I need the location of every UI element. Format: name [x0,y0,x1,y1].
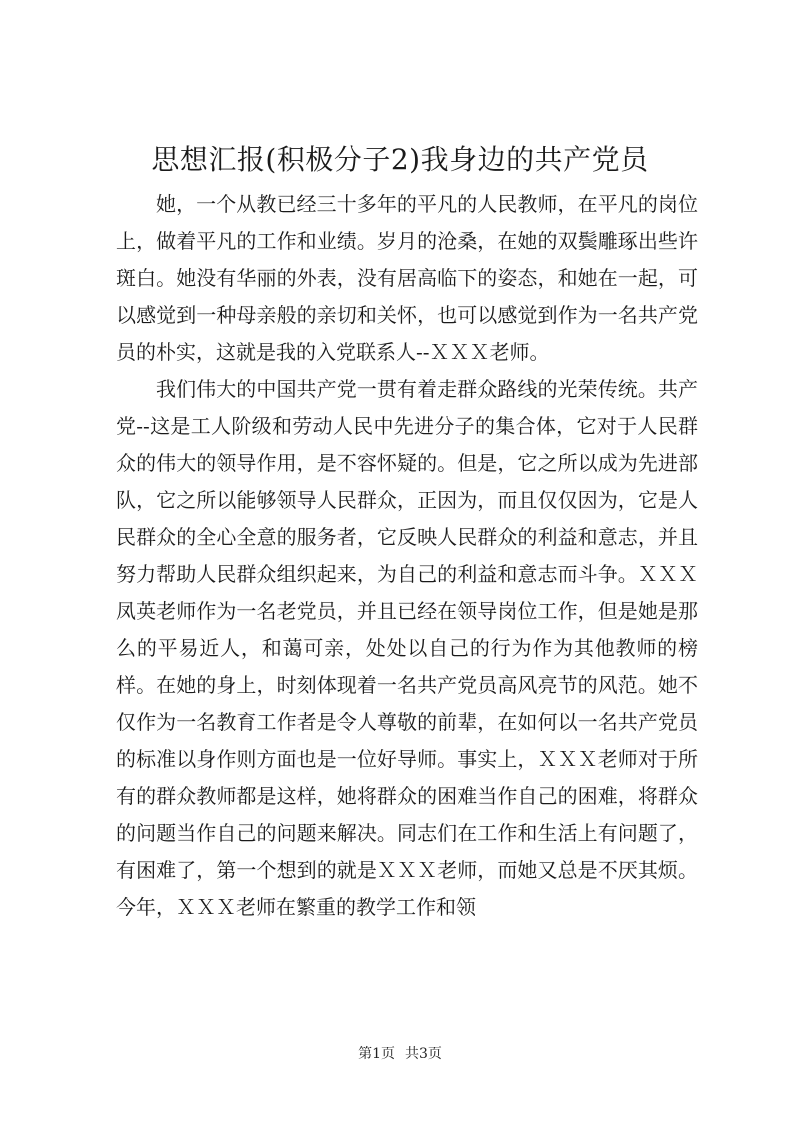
page-number: 第1页 [358,1046,395,1062]
paragraph-1: 她，一个从教已经三十多年的平凡的人民教师，在平凡的岗位上，做着平凡的工作和业绩。岁月的沧桑，在她的双鬓雕琢出些许斑白。她没有华丽的外表，没有居高临下的姿态，和她在一起，可以感觉到一种母亲般的亲切和关怀，也可以感觉到作为一名共产党员的朴实，这就是我的入党联系人--ＸＸＸ老师。 [116,192,698,364]
paragraph-2: 我们伟大的中国共产党一贯有着走群众路线的光荣传统。共产党--这是工人阶级和劳动人民中先进分子的集合体，它对于人民群众的伟大的领导作用，是不容怀疑的。但是，它之所以成为先进部队，它之所以能够领导人民群众，正因为，而且仅仅因为，它是人民群众的全心全意的服务者，它反映人民群众的利益和意志，并且努力帮助人民群众组织起来，为自己的利益和意志而斗争。ＸＸＸ凤英老师作为一名老党员，并且已经在领导岗位工作，但是她是那么的平易近人，和蔼可亲，处处以自己的行为作为其他教师的榜样。在她的身上，时刻体现着一名共产党员高风亮节的风范。她不仅作为一名教育工作者是令人尊敬的前辈，在如何以一名共产党员的标准以身作则方面也是一位好导师。事实上，ＸＸＸ老师对于所有的群众教师都是这样，她将群众的困难当作自己的困难，将群众的问题当作自己的问题来解决。同志们在工作和生活上有问题了，有困难了，第一个想到的就是ＸＸＸ老师，而她又总是不厌其烦。今年，ＸＸＸ老师在繁重的教学工作和领 [116,377,698,919]
document-body [116,186,698,926]
page-total: 共3页 [405,1046,442,1062]
page-footer [0,1044,800,1064]
document-title: 思想汇报(积极分子2)我身边的共产党员 [151,143,649,176]
